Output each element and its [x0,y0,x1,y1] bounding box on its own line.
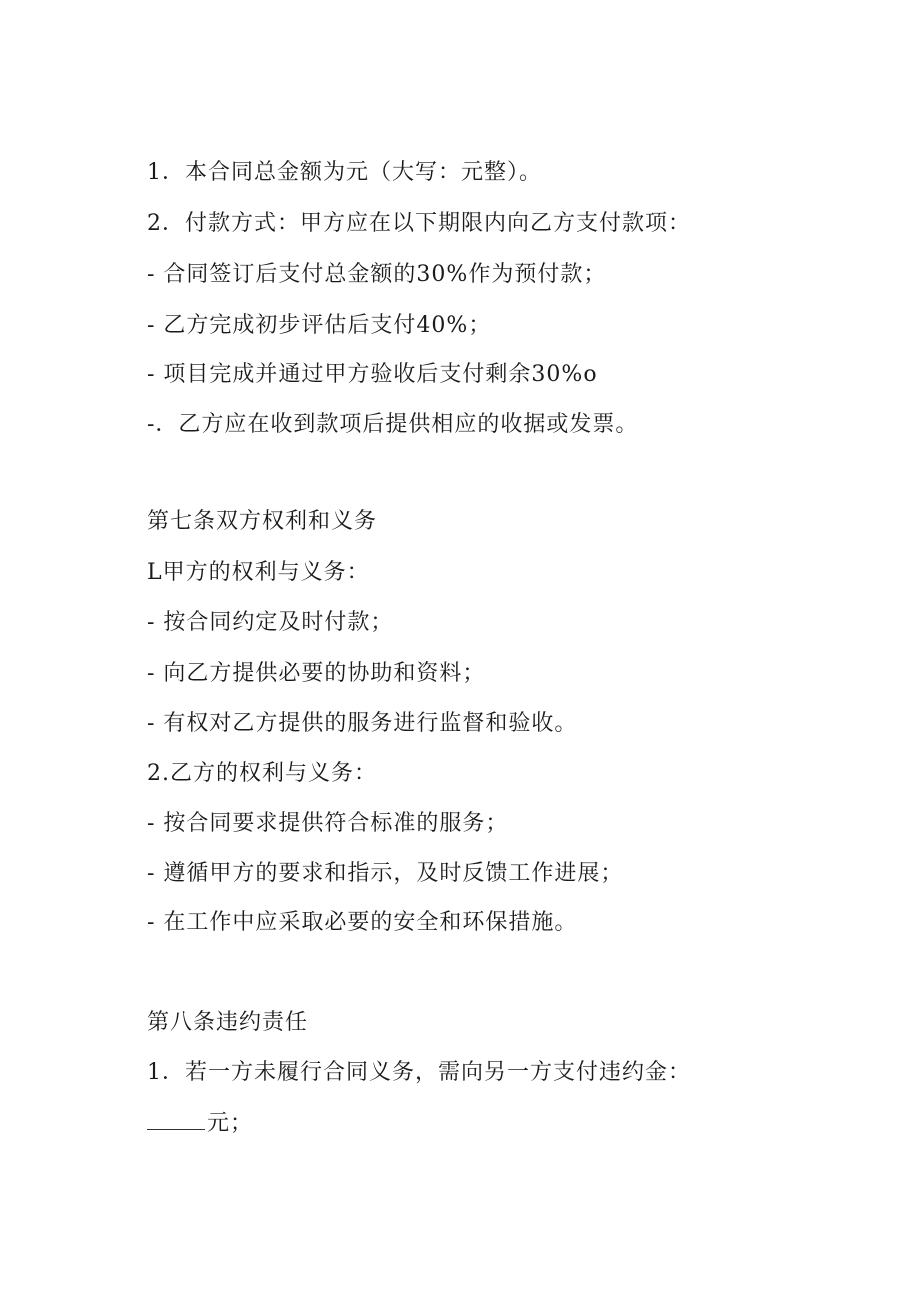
amount-unit: 元； [207,1111,254,1136]
breach-clause: 1．若一方未履行合同义务，需向另一方支付违约金： [147,1060,691,1085]
party-b-item: - 遵循甲方的要求和指示，及时反馈工作进展； [147,861,624,886]
party-b-item: - 在工作中应采取必要的安全和环保措施。 [147,910,578,935]
article7-heading: 第七条双方权利和义务 [147,509,378,534]
payment-item-final: - 项目完成并通过甲方验收后支付剩余30%o [147,362,598,387]
payment-item-receipt: -．乙方应在收到款项后提供相应的收据或发票。 [147,412,639,437]
payment-total-amount: 1．本合同总金额为元（大写：元整）。 [147,160,542,185]
article8-heading: 第八条违约责任 [147,1010,309,1035]
penalty-amount-line [147,1109,253,1139]
payment-item-assessment: - 乙方完成初步评估后支付40%； [147,313,492,338]
party-a-rights-title: L甲方的权利与义务： [147,560,370,585]
party-a-item: - 按合同约定及时付款； [147,610,394,635]
party-b-item: - 按合同要求提供符合标准的服务； [147,811,509,836]
party-a-item: - 向乙方提供必要的协助和资料； [147,661,486,686]
amount-blank [147,1109,205,1130]
party-b-rights-title: 2.乙方的权利与义务： [147,761,377,786]
payment-method: 2．付款方式：甲方应在以下期限内向乙方支付款项： [147,211,691,236]
payment-item-prepay: - 合同签订后支付总金额的30%作为预付款； [147,262,607,287]
party-a-item: - 有权对乙方提供的服务进行监督和验收。 [147,711,578,736]
